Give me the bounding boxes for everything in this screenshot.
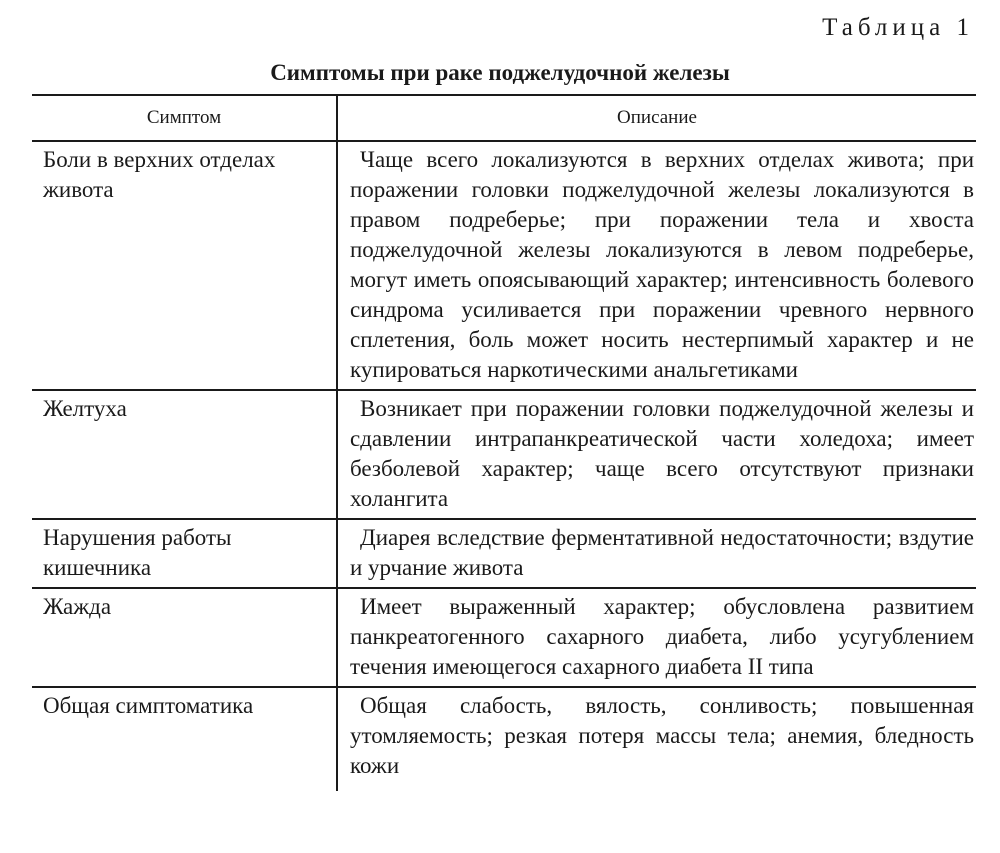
symptoms-table [32, 94, 976, 791]
description-cell: Диарея вследствие ферментативной недостаточности; вздутие и урчание живота [337, 519, 976, 588]
table-row [32, 390, 976, 519]
symptom-cell: Общая симптоматика [32, 687, 337, 791]
table-title: Симптомы при раке поджелудочной железы [270, 60, 730, 85]
symptom-cell: Желтуха [32, 390, 337, 519]
table-number-label: Таблица 1 [822, 14, 974, 41]
description-cell: Общая слабость, вялость, сонливость; повышенная утомляемость; резкая потеря массы тела; анемия, бледность кожи [350, 693, 974, 778]
symptom-cell: Жажда [32, 588, 337, 687]
table-row [32, 141, 976, 390]
description-cell: Чаще всего локализуются в верхних отделах живота; при поражении головки поджелудочной железы локализуются в правом подреберье; при поражении тела и хвоста поджелудочной железы локализуются в левом подреберье, могут иметь опоясывающий характер; интенсивность болевого синдрома усиливается при поражении чревного нервного сплетения, боль может носить нестерпимый характер и не купироваться наркотическими анальгетиками [337, 141, 976, 390]
symptom-cell: Боли в верхних отделах живота [32, 141, 337, 390]
table-row [32, 687, 976, 791]
description-cell: Имеет выраженный характер; обусловлена развитием панкреатогенного сахарного диабета, либо усугублением течения имеющегося сахарного диабета II типа [337, 588, 976, 687]
table-row [32, 519, 976, 588]
symptom-cell: Нарушения работы кишечника [32, 519, 337, 588]
column-header-description: Описание [337, 95, 976, 141]
table-row [32, 588, 976, 687]
column-header-symptom: Симптом [32, 95, 337, 141]
table-header-row [32, 95, 976, 141]
description-cell: Возникает при поражении головки поджелудочной железы и сдавлении интрапанкреатической части холедоха; имеет безболевой характер; чаще всего отсутствуют признаки холангита [337, 390, 976, 519]
